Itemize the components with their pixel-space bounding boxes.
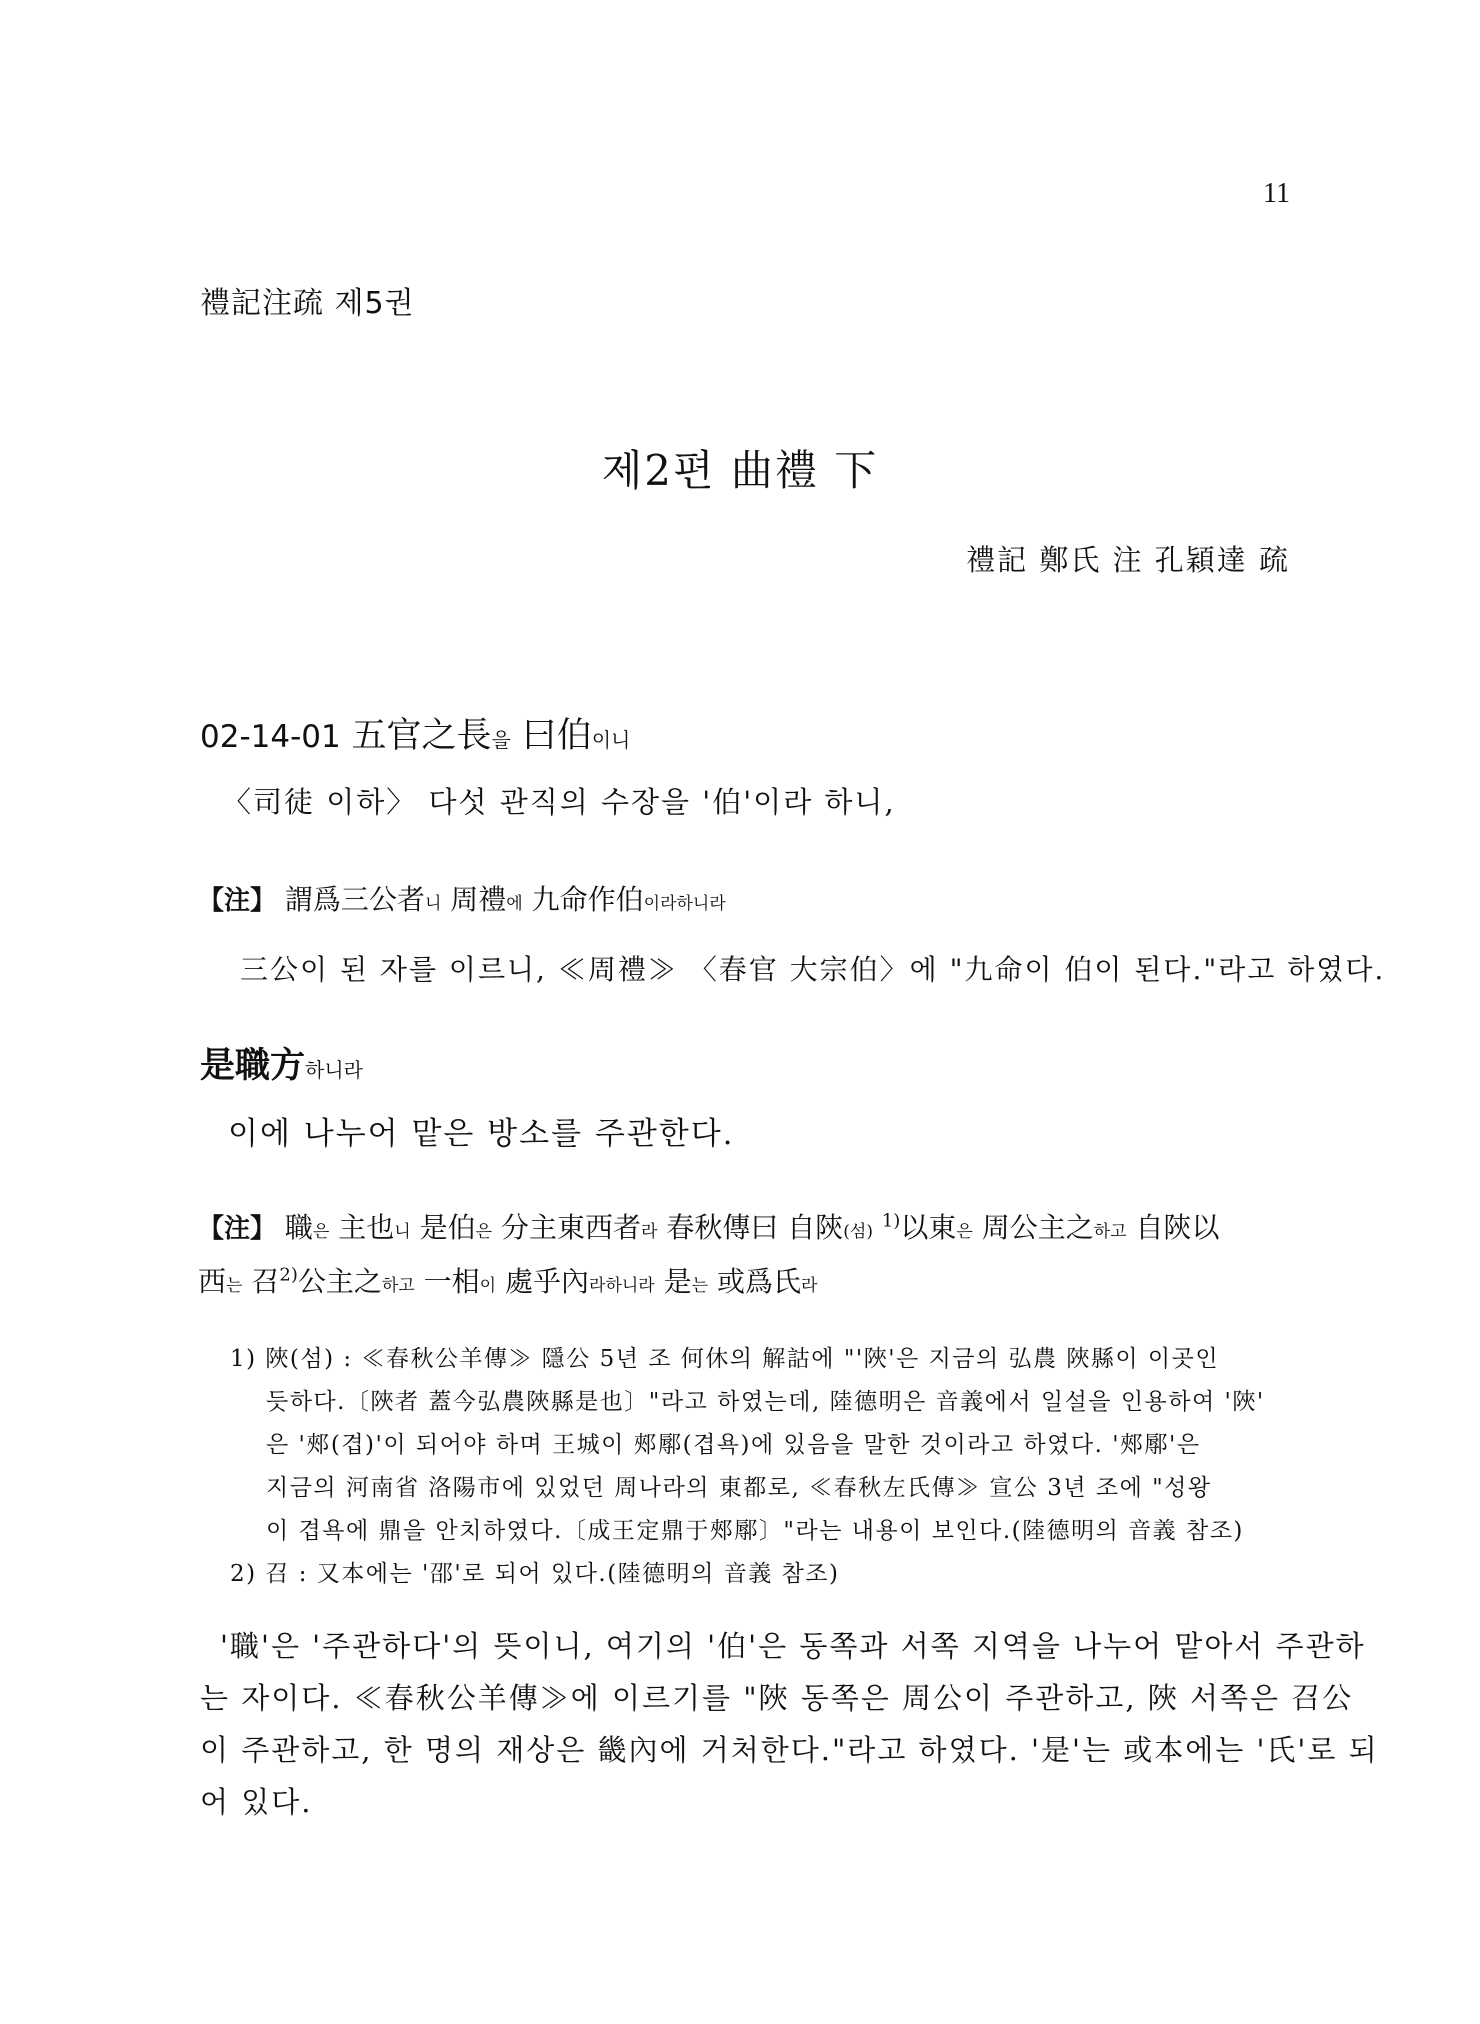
book-title: 禮記注疏 제5권	[200, 286, 415, 321]
commentary-line-4: 어 있다.	[200, 1785, 313, 1819]
verse-1-translation: 〈司徒 이하〉 다섯 관직의 수장을 '伯'이라 하니,	[222, 785, 896, 819]
note-text: 或爲氏	[716, 1265, 801, 1298]
verse-2-translation: 이에 나누어 맡은 방소를 주관한다.	[228, 1116, 735, 1152]
verse-text: 曰伯	[521, 716, 592, 756]
chapter-title: 제2편 曲禮 下	[601, 446, 879, 495]
note-particle: 라하니라	[589, 1276, 655, 1296]
verse-particle: 을	[491, 728, 511, 752]
note-particle: 은	[312, 1222, 330, 1242]
note-text: 周公主之	[981, 1211, 1094, 1244]
note-tag: 【注】	[198, 1214, 277, 1244]
note-2-line-2	[198, 1260, 817, 1300]
verse-text: 是職方	[200, 1045, 306, 1086]
note-text: 春秋傳曰 自陝	[666, 1211, 844, 1244]
commentary-line-1: '職'은 '주관하다'의 뜻이니, 여기의 '伯'은 동쪽과 서쪽 지역을 나누어 맡아서 주관하	[220, 1629, 1366, 1663]
note-particle: 은	[956, 1222, 973, 1242]
commentary-line-2: 는 자이다. ≪春秋公羊傳≫에 이르기를 "陜 동쪽은 周公이 주관하고, 陜 서쪽은 召公	[200, 1681, 1354, 1715]
note-tag: 【注】	[198, 886, 277, 916]
note-text: 自陝以	[1135, 1211, 1220, 1244]
note-particle: 니	[394, 1222, 411, 1242]
verse-particle: 하니라	[305, 1058, 363, 1082]
note-particle: 에	[506, 894, 523, 914]
note-particle: 은	[475, 1222, 493, 1242]
footnote-1-line-5: 이 겹욕에 鼎을 안치하였다.〔成王定鼎于郟鄏〕"라는 내용이 보인다.(陸德明의 音義 참조)	[266, 1518, 1244, 1544]
note-particle: (섬)	[843, 1222, 873, 1242]
note-text: 以東	[900, 1211, 957, 1244]
note-text: 是伯	[419, 1211, 476, 1244]
verse-number: 02-14-01	[200, 719, 341, 755]
note-2-line-1	[198, 1206, 1220, 1246]
note-particle: 라	[641, 1222, 658, 1242]
note-text: 召	[251, 1265, 280, 1298]
note-text: 是	[663, 1265, 692, 1298]
note-particle: 는	[691, 1276, 709, 1296]
verse-1-original	[200, 708, 630, 758]
note-text: 主也	[338, 1211, 395, 1244]
verse-text: 五官之長	[351, 716, 492, 756]
note-particle: 니	[424, 894, 442, 914]
note-text: 處乎內	[505, 1265, 590, 1298]
note-text: 九命作伯	[531, 883, 644, 916]
note-particle: 이	[479, 1276, 497, 1296]
note-text: 一相	[423, 1265, 480, 1298]
note-2-line-2-text	[198, 1265, 817, 1298]
note-particle: 하고	[381, 1276, 415, 1296]
note-1-translation: 三公이 된 자를 이르니, ≪周禮≫ 〈春官 大宗伯〉에 "九命이 伯이 된다."라고 하였다.	[240, 953, 1386, 986]
chapter-authors: 禮記 鄭氏 注 孔穎達 疏	[966, 543, 1290, 577]
note-2-line-1-text	[285, 1211, 1220, 1244]
note-particle: 이라하니라	[643, 894, 726, 914]
note-text: 公主之	[297, 1265, 382, 1298]
verse-2-original	[200, 1038, 363, 1088]
note-text: 西	[198, 1265, 227, 1298]
footnote-1-line-3: 은 '郟(겹)'이 되어야 하며 王城이 郟鄏(겹욕)에 있음을 말한 것이라고 하였다. '郟鄏'은	[266, 1432, 1201, 1458]
note-text: 職	[284, 1211, 313, 1244]
page-number: 11	[1263, 178, 1290, 209]
note-text: 分主東西者	[501, 1211, 642, 1244]
footnote-2: 2) 召 : 又本에는 '邵'로 되어 있다.(陸德明의 音義 참조)	[230, 1561, 840, 1587]
note-1-original	[198, 878, 726, 918]
note-particle: 는	[226, 1276, 243, 1296]
note-particle: 라	[801, 1276, 818, 1296]
footnote-1-line-4: 지금의 河南省 洛陽市에 있었던 周나라의 東都로, ≪春秋左氏傳≫ 宣公 3년 조에 "성왕	[266, 1475, 1212, 1501]
verse-particle: 이니	[591, 728, 631, 752]
footnote-1-line-2: 듯하다.〔陜者 蓋今弘農陜縣是也〕"라고 하였는데, 陸德明은 音義에서 일설을 인용하여 '陜'	[266, 1389, 1265, 1415]
note-text: 周禮	[450, 883, 507, 916]
footnote-1-line-1: 1) 陜(섬) : ≪春秋公羊傳≫ 隱公 5년 조 何休의 解詁에 "'陜'은 지금의 弘農 陜縣이 이곳인	[230, 1346, 1220, 1372]
note-text: 謂爲三公者	[284, 883, 425, 916]
commentary-line-3: 이 주관하고, 한 명의 재상은 畿內에 거처한다."라고 하였다. '是'는 或本에는 '氏'로 되	[200, 1733, 1379, 1767]
footnote-ref: 1)	[881, 1210, 901, 1232]
footnote-ref: 2)	[279, 1264, 298, 1286]
note-particle: 하고	[1093, 1222, 1127, 1242]
